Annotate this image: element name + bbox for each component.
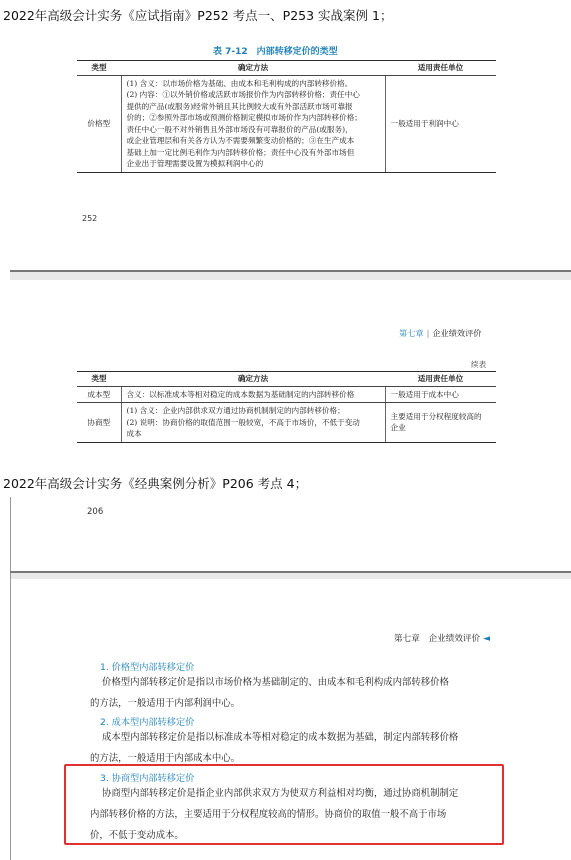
chapter-title: 企业绩效评价 xyxy=(428,634,481,644)
table-row xyxy=(77,386,496,403)
table-row xyxy=(77,403,496,443)
section-title: 3. 协商型内部转移定价 xyxy=(100,773,195,784)
paragraph-line: 成本型内部转移定价是指以标准成本等相对稳定的成本数据为基础，制定内部转移价格 xyxy=(102,732,459,743)
chapter-header xyxy=(394,632,490,644)
method-line: (1) 含义：以市场价格为基础、由成本和毛利构成的内部转移价格。 xyxy=(126,78,353,88)
page-number: 206 xyxy=(87,507,104,517)
paragraph-line: 的方法，一般适用于内部利润中心。 xyxy=(90,698,241,709)
unit-line: 主要适用于分权程度较高的 xyxy=(390,411,482,421)
method-line: 企业出于管理需要设置为模拟利润中心的 xyxy=(126,159,264,169)
section-title: 2. 成本型内部转移定价 xyxy=(100,717,195,728)
table-header-row xyxy=(77,372,496,387)
method-line: 基础上加一定比例毛利作为内部转移价格；责任中心没有外部市场但 xyxy=(126,147,355,157)
section-title: 1. 价格型内部转移定价 xyxy=(100,662,195,673)
pricing-types-table xyxy=(77,60,496,173)
cell-type: 协商型 xyxy=(77,403,121,443)
paragraph-line: 内部转移价格的方法，主要适用于分权程度较高的情形。协商价的取值一般不高于市场 xyxy=(90,809,447,820)
header-method: 确定方法 xyxy=(121,61,385,76)
paragraph-line: 的方法，一般适用于内部成本中心。 xyxy=(90,753,241,764)
cell-method xyxy=(121,386,385,403)
continued-label: 续表 xyxy=(471,360,487,369)
method-line: 含义：以标准成本等相对稳定的成本数据为基础制定的内部转移价格 xyxy=(126,389,355,399)
table-title: 表 7-12 内部转移定价的类型 xyxy=(213,47,338,57)
cell-type: 成本型 xyxy=(77,386,121,403)
section-paragraph xyxy=(90,672,510,714)
unit-line: 企业 xyxy=(390,423,406,433)
header-method: 确定方法 xyxy=(121,372,385,387)
table-header-row xyxy=(77,61,496,76)
method-line: 或企业管理层和有关各方认为不需要频繁变动价格的；③在生产成本 xyxy=(126,136,355,146)
method-line: 责任中心一般不对外销售且外部市场没有可靠报价的产品(或服务)， xyxy=(126,124,353,134)
page-gap xyxy=(10,272,571,280)
heading-1: 2022年高级会计实务《应试指南》P252 考点一、P253 实战案例 1； xyxy=(3,8,393,23)
page-number: 252 xyxy=(82,214,98,223)
header-unit: 适用责任单位 xyxy=(385,61,496,76)
cell-type: 价格型 xyxy=(77,75,121,172)
paragraph-line: 协商型内部转移定价是指企业内部供求双方为使双方利益相对均衡，通过协商机制制定 xyxy=(102,788,459,799)
header-unit: 适用责任单位 xyxy=(385,372,496,387)
method-line: 价的；②参照外部市场或预测价格制定模拟市场价作为内部转移价格； xyxy=(126,113,362,123)
cell-method xyxy=(121,403,385,443)
chapter-header: 第七章 | 企业绩效评价 xyxy=(399,328,482,338)
cell-unit xyxy=(385,403,496,443)
chapter-title: 企业绩效评价 xyxy=(432,328,482,338)
header-type: 类型 xyxy=(77,372,121,387)
cell-method xyxy=(121,75,385,172)
chapter-label: 第七章 xyxy=(394,634,420,644)
cell-unit: 一般适用于利润中心 xyxy=(385,75,496,172)
pricing-types-table-continued xyxy=(77,371,496,443)
header-type: 类型 xyxy=(77,61,121,76)
method-line: (2) 内容：①以外销价格或活跃市场报价作为内部转移价格；责任中心 xyxy=(126,90,360,100)
method-line: 成本 xyxy=(126,429,142,439)
arrow-left-icon: ◄ xyxy=(483,634,491,644)
method-line: (1) 含义：企业内部供求双方通过协商机制制定的内部转移价格； xyxy=(126,406,345,416)
heading-2: 2022年高级会计实务《经典案例分析》P206 考点 4； xyxy=(3,476,308,491)
table-row xyxy=(77,75,496,172)
method-line: (2) 说明：协商价格的取值范围一般较宽，不高于市场价，不低于变动 xyxy=(126,417,360,427)
page-gap xyxy=(11,573,571,579)
paragraph-line: 价格型内部转移定价是指以市场价格为基础制定的、由成本和毛利构成内部转移价格 xyxy=(102,677,449,688)
section-paragraph xyxy=(90,783,510,846)
page-frame-left xyxy=(10,497,11,860)
paragraph-line: 价，不低于变动成本。 xyxy=(90,830,184,841)
section-paragraph xyxy=(90,727,510,769)
chapter-label: 第七章 xyxy=(399,328,424,338)
cell-unit: 一般适用于成本中心 xyxy=(385,386,496,403)
method-line: 提供的产品(或服务)经常外销且其比例较大或有外部活跃市场可靠报 xyxy=(126,101,353,111)
